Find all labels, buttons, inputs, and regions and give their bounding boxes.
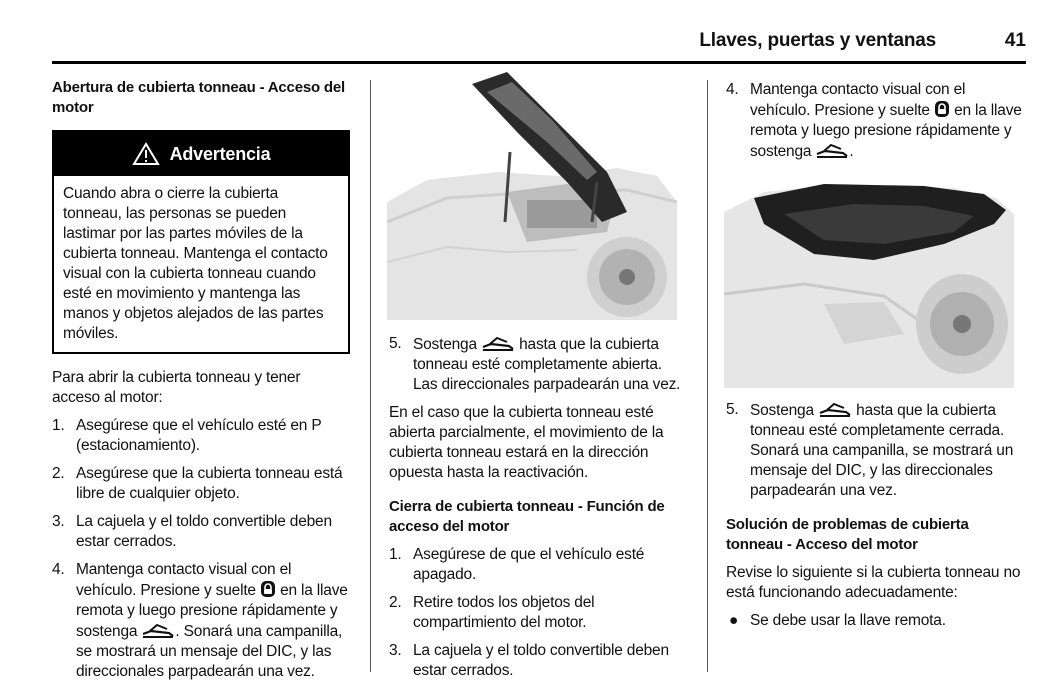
section-heading-troubleshooting: Solución de problemas de cubierta tonneau - Acceso del motor (726, 516, 969, 553)
warning-header (54, 132, 348, 176)
opening-step-5 (389, 334, 689, 395)
warning-title: Advertencia (169, 144, 271, 164)
closing-step-4 (726, 80, 1026, 162)
tonneau-button-icon (141, 621, 175, 639)
intro-text: Para abrir la cubierta tonneau y tener acceso al motor: (52, 369, 301, 406)
list-item: 4. Mantenga contacto visual con el vehículo. Presione y suelte en la llave remota y luego presione rápidamente y sostenga . Sonará una campanilla, se mostrará un mensaje del DIC, y las direccionales parpadearán una vez. (52, 561, 348, 680)
header-rule (52, 61, 1026, 64)
closing-step-5 (726, 400, 1026, 501)
tonneau-button-icon (815, 141, 849, 159)
list-item: 2. Asegúrese que la cubierta tonneau está libre de cualquier objeto. (52, 465, 343, 502)
column-1 (52, 72, 350, 690)
list-item: 5. Sostenga hasta que la cubierta tonneau esté completamente cerrada. Sonará una campanilla, se mostrará un mensaje del DIC, y las direccionales parpadearán una vez. (726, 401, 1014, 499)
tonneau-button-icon (481, 334, 515, 352)
column-3 (726, 80, 1026, 631)
column-divider-2 (707, 80, 708, 672)
header-title: Llaves, puertas y ventanas (699, 30, 936, 51)
warning-text: Cuando abra o cierre la cubierta tonneau, las personas se pueden lastimar por las partes móviles de la cubierta tonneau. Mantenga el contacto visual con la cubierta tonneau cuando esté en movimiento y mantenga las manos y objetos alejados de las partes móviles. (63, 185, 328, 342)
lock-icon (934, 100, 950, 118)
warning-triangle-icon (132, 142, 160, 166)
list-item: 4. Mantenga contacto visual con el vehículo. Presione y suelte en la llave remota y luego presione rápidamente y sostenga . (726, 81, 1022, 160)
list-item: 1. Asegúrese que el vehículo esté en P (estacionamiento). (52, 417, 322, 454)
partial-open-note: En el caso que la cubierta tonneau esté abierta parcialmente, el movimiento de la cubierta tonneau estará en la dirección opuesta hasta la reactivación. (389, 404, 664, 481)
opening-steps (52, 416, 350, 682)
troubleshooting-list (726, 611, 1026, 631)
page-number: 41 (1004, 30, 1026, 51)
list-item: 3. La cajuela y el toldo convertible deben estar cerrados. (389, 642, 669, 679)
closing-steps (389, 545, 689, 681)
column-2 (389, 72, 689, 689)
list-item: 1. Asegúrese de que el vehículo esté apagado. (389, 546, 645, 583)
car-tonneau-open-illustration (387, 72, 679, 320)
section-heading-opening: Abertura de cubierta tonneau - Acceso del motor (52, 79, 345, 116)
section-heading-closing: Cierra de cubierta tonneau - Función de acceso del motor (389, 498, 665, 535)
troubleshooting-intro: Revise lo siguiente si la cubierta tonneau no está funcionando adecuadamente: (726, 564, 1021, 601)
list-item: 2. Retire todos los objetos del compartimiento del motor. (389, 594, 595, 631)
list-item: 3. La cajuela y el toldo convertible deben estar cerrados. (52, 513, 332, 550)
tonneau-button-icon (818, 400, 852, 418)
warning-box (52, 130, 350, 354)
car-tonneau-closed-illustration (724, 184, 1016, 388)
column-divider-1 (370, 80, 371, 672)
list-item: 5. Sostenga hasta que la cubierta tonneau esté completamente abierta. Las direccionales parpadearán una vez. (389, 335, 681, 393)
list-item: ● Se debe usar la llave remota. (729, 612, 946, 629)
lock-icon (260, 580, 276, 598)
